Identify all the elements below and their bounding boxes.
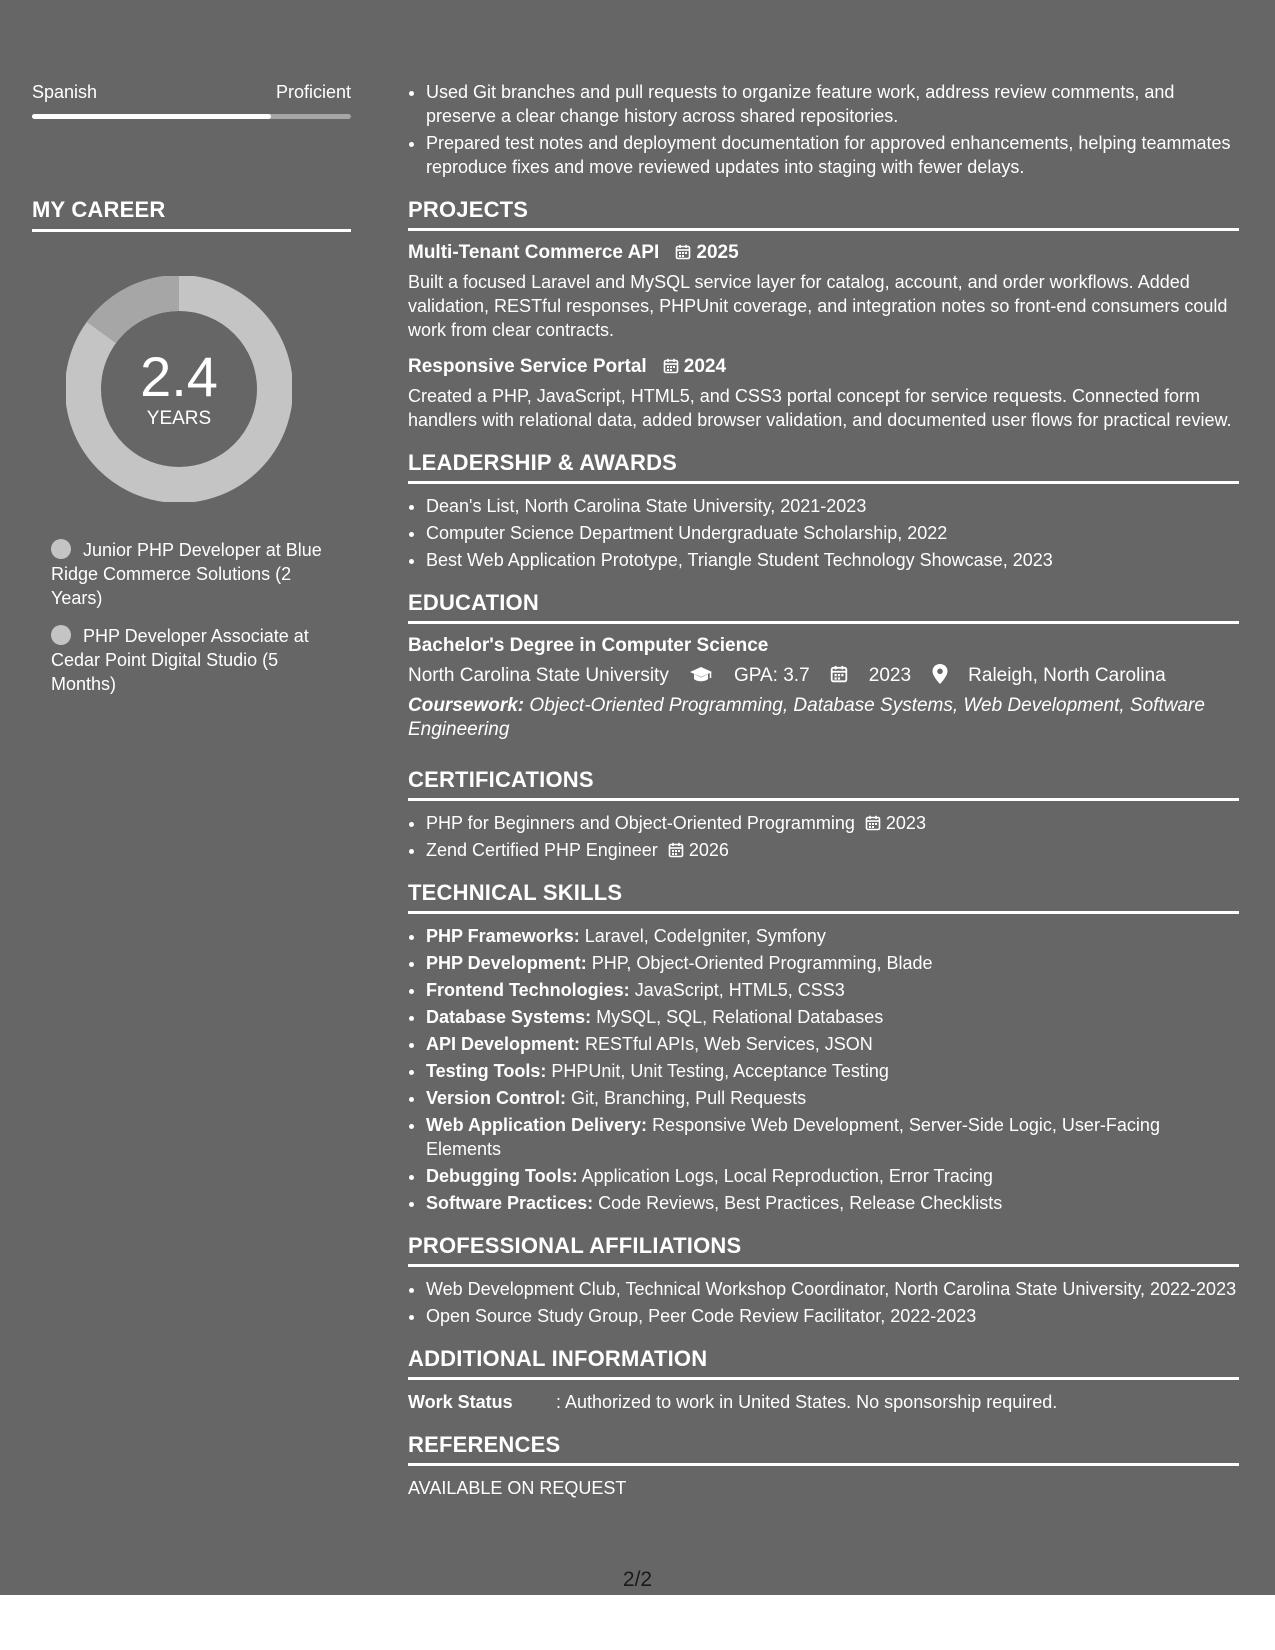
project-item xyxy=(408,355,1239,432)
skill-label: Software Practices: xyxy=(426,1193,594,1213)
skill-value: PHPUnit, Unit Testing, Acceptance Testing xyxy=(551,1061,889,1081)
skill-value: RESTful APIs, Web Services, JSON xyxy=(585,1034,873,1054)
work-status-row xyxy=(408,1390,1239,1414)
leadership-heading: LEADERSHIP & AWARDS xyxy=(408,451,1239,484)
skill-item xyxy=(426,978,1239,1002)
career-heading: MY CAREER xyxy=(32,197,351,232)
education-details xyxy=(408,664,1239,688)
skill-label: Debugging Tools: xyxy=(426,1166,578,1186)
project-item xyxy=(408,241,1239,342)
skill-item xyxy=(426,1191,1239,1215)
projects-heading: PROJECTS xyxy=(408,198,1239,231)
skill-label: API Development: xyxy=(426,1034,581,1054)
affiliations-heading: PROFESSIONAL AFFILIATIONS xyxy=(408,1234,1239,1267)
calendar-icon xyxy=(668,842,684,858)
education-coursework xyxy=(408,694,1239,742)
skill-item xyxy=(426,1032,1239,1056)
project-year: 2024 xyxy=(683,356,727,377)
project-description: Built a focused Laravel and MySQL service layer for catalog, account, and order workflows. Added validation, RESTful responses, PHPUnit coverage, and integration notes so front-end consumers could work from clear contracts. xyxy=(408,272,1228,340)
experience-bullets xyxy=(408,80,1239,179)
graduation-cap-icon xyxy=(689,666,713,684)
certifications-heading: CERTIFICATIONS xyxy=(408,768,1239,801)
project-year: 2025 xyxy=(696,242,739,263)
skill-label: PHP Frameworks: xyxy=(426,926,580,946)
main-column xyxy=(408,80,1239,1500)
work-status-label: Work Status xyxy=(408,1392,513,1412)
coursework-list: Object-Oriented Programming, Database Systems, Web Development, Software Engineering xyxy=(408,695,1205,740)
certification-name: Zend Certified PHP Engineer xyxy=(426,840,658,860)
certification-year: 2023 xyxy=(885,813,926,833)
certifications-list xyxy=(408,811,1239,862)
leadership-item: • Best Web Application Prototype, Triangle Student Technology Showcase, 2023 xyxy=(426,548,1239,572)
career-years-value: 2.4 xyxy=(140,345,218,408)
affiliation-item: • Open Source Study Group, Peer Code Review Facilitator, 2022-2023 xyxy=(426,1304,1239,1328)
leadership-item: • Computer Science Department Undergraduate Scholarship, 2022 xyxy=(426,521,1239,545)
leadership-list xyxy=(408,494,1239,572)
education-year: 2023 xyxy=(868,665,912,686)
project-description: Created a PHP, JavaScript, HTML5, and CSS3 portal concept for service requests. Connected form handlers with relational data, added browser validation, and documented user flows for practical review. xyxy=(408,386,1232,430)
skill-item xyxy=(426,924,1239,948)
education-gpa: GPA: 3.7 xyxy=(733,665,810,686)
skill-item xyxy=(426,1164,1239,1188)
career-legend xyxy=(51,538,331,696)
career-years-unit: YEARS xyxy=(146,408,212,429)
skill-value: Laravel, CodeIgniter, Symfony xyxy=(584,926,826,946)
skill-value: Application Logs, Local Reproduction, Error Tracing xyxy=(581,1166,993,1186)
calendar-icon xyxy=(675,244,691,260)
education-school: North Carolina State University xyxy=(408,665,669,686)
calendar-icon xyxy=(865,815,881,831)
donut-center-label xyxy=(66,276,292,502)
skill-label: Testing Tools: xyxy=(426,1061,547,1081)
project-name: Multi-Tenant Commerce API xyxy=(408,242,660,263)
education-location: Raleigh, North Carolina xyxy=(968,665,1166,686)
legend-dot-icon xyxy=(51,539,71,559)
education-degree: Bachelor's Degree in Computer Science xyxy=(408,635,769,656)
experience-bullet: • Used Git branches and pull requests to organize feature work, address review comments, and preserve a clear change history across shared repositories. xyxy=(426,80,1239,128)
page-number: 2/2 xyxy=(622,1568,653,1591)
skill-value: Responsive Web Development, Server-Side Logic, User-Facing Elements xyxy=(426,1115,1160,1159)
affiliations-list xyxy=(408,1277,1239,1328)
leadership-item: • Dean's List, North Carolina State University, 2021-2023 xyxy=(426,494,1239,518)
experience-bullet: • Prepared test notes and deployment documentation for approved enhancements, helping teammates reproduce fixes and move reviewed updates into staging with fewer delays. xyxy=(426,131,1239,179)
certification-item xyxy=(426,811,1239,835)
skill-item xyxy=(426,1086,1239,1110)
project-title-row xyxy=(408,355,1239,379)
skill-item xyxy=(426,1113,1239,1161)
additional-info-heading: ADDITIONAL INFORMATION xyxy=(408,1347,1239,1380)
skill-value: PHP, Object-Oriented Programming, Blade xyxy=(591,953,933,973)
skill-value: MySQL, SQL, Relational Databases xyxy=(596,1007,884,1027)
skill-value: Code Reviews, Best Practices, Release Checklists xyxy=(598,1193,1003,1213)
certification-item xyxy=(426,838,1239,862)
calendar-icon xyxy=(830,665,848,683)
language-name: Spanish xyxy=(32,82,98,102)
legend-dot-icon xyxy=(51,625,71,645)
affiliation-item: • Web Development Club, Technical Workshop Coordinator, North Carolina State University, 2022-2023 xyxy=(426,1277,1239,1301)
references-text: AVAILABLE ON REQUEST xyxy=(408,1478,627,1498)
calendar-icon xyxy=(663,358,679,374)
skills-list xyxy=(408,924,1239,1215)
education-heading: EDUCATION xyxy=(408,591,1239,624)
skills-heading: TECHNICAL SKILLS xyxy=(408,881,1239,914)
project-name: Responsive Service Portal xyxy=(408,356,647,377)
skill-label: Version Control: xyxy=(426,1088,567,1108)
location-pin-icon xyxy=(932,664,948,684)
language-proficiency-fill xyxy=(32,114,271,119)
coursework-label: Coursework: xyxy=(408,695,525,716)
skill-label: Database Systems: xyxy=(426,1007,592,1027)
career-legend-item xyxy=(51,624,331,696)
career-legend-item xyxy=(51,538,331,610)
certification-year: 2026 xyxy=(688,840,729,860)
work-status-value: : Authorized to work in United States. No sponsorship required. xyxy=(556,1392,1058,1412)
certification-name: PHP for Beginners and Object-Oriented Programming xyxy=(426,813,855,833)
sidebar xyxy=(32,80,351,710)
career-donut-chart xyxy=(66,276,292,502)
project-title-row xyxy=(408,241,1239,265)
skill-value: Git, Branching, Pull Requests xyxy=(571,1088,807,1108)
skill-value: JavaScript, HTML5, CSS3 xyxy=(634,980,845,1000)
skill-item xyxy=(426,1005,1239,1029)
skill-label: Web Application Delivery: xyxy=(426,1115,648,1135)
skill-label: PHP Development: xyxy=(426,953,587,973)
skill-label: Frontend Technologies: xyxy=(426,980,630,1000)
career-item-text: Junior PHP Developer at Blue Ridge Commerce Solutions (2 Years) xyxy=(51,540,322,608)
career-item-text: PHP Developer Associate at Cedar Point Digital Studio (5 Months) xyxy=(51,626,309,694)
language-row xyxy=(32,80,351,104)
language-proficiency-bar xyxy=(32,114,351,119)
references-heading: REFERENCES xyxy=(408,1433,1239,1466)
language-level: Proficient xyxy=(275,82,351,102)
skill-item xyxy=(426,951,1239,975)
skill-item xyxy=(426,1059,1239,1083)
